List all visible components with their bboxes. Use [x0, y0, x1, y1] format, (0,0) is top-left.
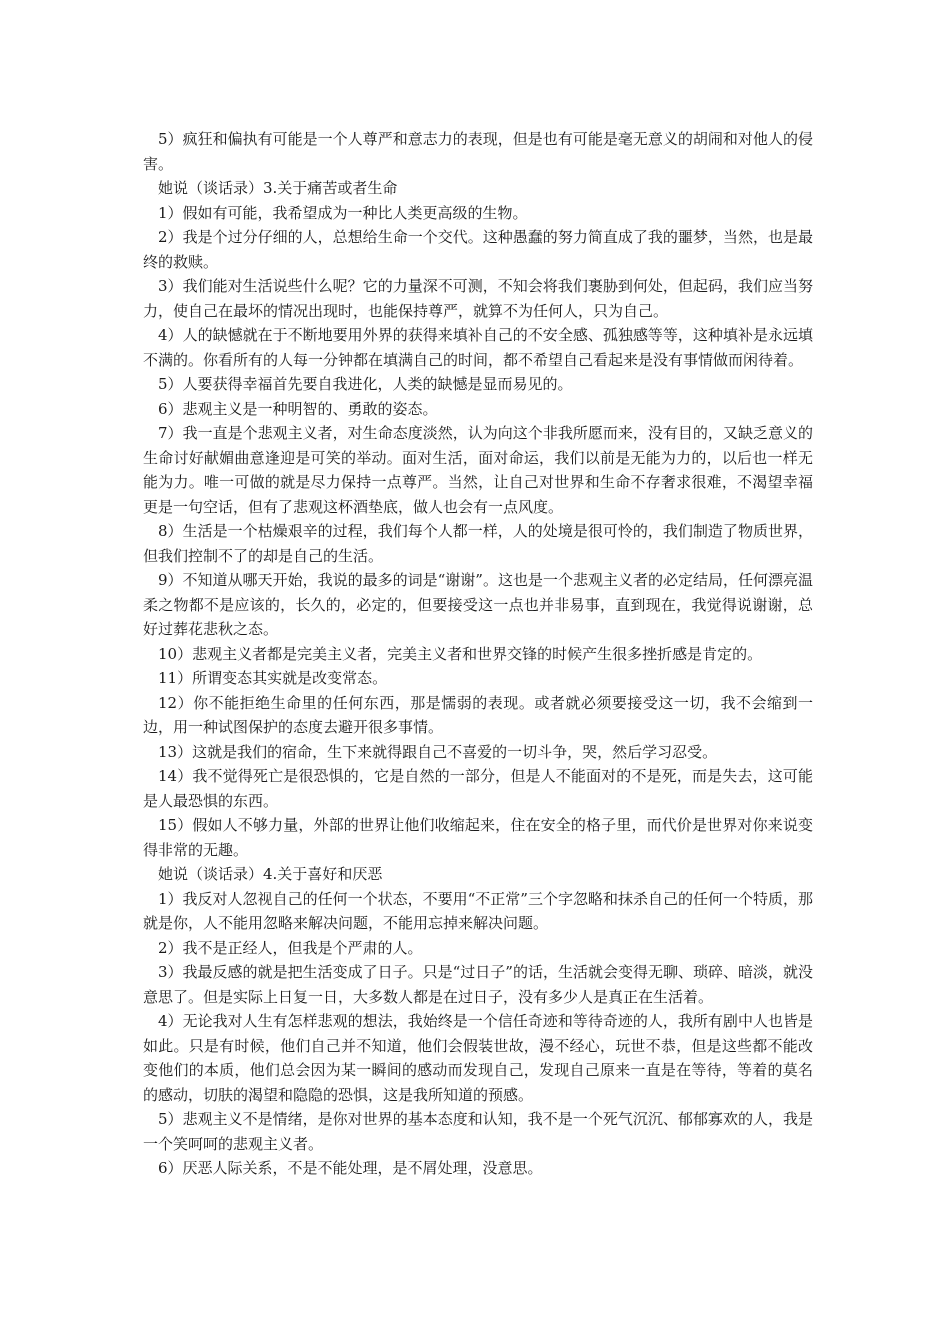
section-heading-likes-dislikes: 她说（谈话录）4.关于喜好和厌恶 [158, 865, 383, 883]
paragraph: 4）人的缺憾就在于不断地要用外界的获得来填补自己的不安全感、孤独感等等，这种填补是永远填不满的。你看所有的人每一分钟都在填满自己的时间，都不希望自己看起来是没有事情做而闲待着。 [143, 326, 813, 369]
paragraph: 9）不知道从哪天开始，我说的最多的词是“谢谢”。这也是一个悲观主义者的必定结局，任何漂亮温柔之物都不是应该的，长久的，必定的，但要接受这一点也并非易事，直到现在，我觉得说谢谢，总好过葬花悲秋之态。 [143, 571, 813, 638]
paragraph: 1）假如有可能，我希望成为一种比人类更高级的生物。 [158, 203, 528, 222]
paragraph: 10）悲观主义者都是完美主义者，完美主义者和世界交锋的时候产生很多挫折感是肯定的。 [158, 644, 763, 663]
document-body [143, 127, 813, 1181]
paragraph: 2）我是个过分仔细的人，总想给生命一个交代。这种愚蠢的努力简直成了我的噩梦，当然，也是最终的救赎。 [143, 228, 813, 271]
paragraph: 2）我不是正经人，但我是个严肃的人。 [158, 938, 423, 957]
paragraph: 14）我不觉得死亡是很恐惧的，它是自然的一部分，但是人不能面对的不是死，而是失去，这可能是人最恐惧的东西。 [143, 767, 813, 810]
paragraph: 5）人要获得幸福首先要自我进化，人类的缺憾是显而易见的。 [158, 375, 573, 393]
paragraph: 12）你不能拒绝生命里的任何东西，那是懦弱的表现。或者就必须要接受这一切，我不会缩到一边，用一种试图保护的态度去避开很多事情。 [143, 693, 813, 736]
paragraph: 7）我一直是个悲观主义者，对生命态度淡然，认为向这个非我所愿而来，没有目的，又缺乏意义的生命讨好献媚曲意逢迎是可笑的举动。面对生活，面对命运，我们以前是无能为力的，以后也一样无能为力。唯一可做的就是尽力保持一点尊严。当然，让自己对世界和生命不存奢求很难，不渴望幸福更是一句空话，但有了悲观这杯酒垫底，做人也会有一点风度。 [143, 424, 813, 516]
paragraph: 6）厌恶人际关系，不是不能处理，是不屑处理，没意思。 [158, 1159, 543, 1177]
paragraph: 4）无论我对人生有怎样悲观的想法，我始终是一个信任奇迹和等待奇迹的人，我所有剧中人也皆是如此。只是有时候，他们自己并不知道，他们会假装世故，漫不经心，玩世不恭，但是这些都不能改变他们的本质，他们总会因为某一瞬间的感动而发现自己，发现自己原来一直是在等待，等着的莫名的感动，切肤的渴望和隐隐的恐惧，这是我所知道的预感。 [143, 1012, 813, 1104]
paragraph: 1）我反对人忽视自己的任何一个状态，不要用“不正常”三个字忽略和抹杀自己的任何一个特质，那就是你，人不能用忽略来解决问题，不能用忘掉来解决问题。 [143, 889, 813, 932]
paragraph: 3）我们能对生活说些什么呢？它的力量深不可测，不知会将我们裹胁到何处，但起码，我们应当努力，使自己在最坏的情况出现时，也能保持尊严，就算不为任何人，只为自己。 [143, 277, 813, 320]
paragraph: 5）悲观主义不是情绪，是你对世界的基本态度和认知，我不是一个死气沉沉、郁郁寡欢的人，我是一个笑呵呵的悲观主义者。 [143, 1110, 813, 1153]
paragraph: 6）悲观主义是一种明智的、勇敢的姿态。 [158, 399, 438, 418]
paragraph: 11）所谓变态其实就是改变常态。 [158, 669, 388, 687]
paragraph: 3）我最反感的就是把生活变成了日子。只是“过日子”的话，生活就会变得无聊、琐碎、暗淡，就没意思了。但是实际上日复一日，大多数人都是在过日子，没有多少人是真正在生活着。 [143, 963, 813, 1006]
paragraph: 8）生活是一个枯燥艰辛的过程，我们每个人都一样，人的处境是很可怜的，我们制造了物质世界，但我们控制不了的却是自己的生活。 [143, 522, 813, 565]
section-heading-pain-life: 她说（谈话录）3.关于痛苦或者生命 [158, 179, 398, 197]
paragraph: 15）假如人不够力量，外部的世界让他们收缩起来，住在安全的格子里，而代价是世界对你来说变得非常的无趣。 [143, 816, 813, 859]
paragraph: 13）这就是我们的宿命，生下来就得跟自己不喜爱的一切斗争，哭，然后学习忍受。 [158, 742, 718, 761]
paragraph-madness: 5）疯狂和偏执有可能是一个人尊严和意志力的表现，但是也有可能是毫无意义的胡闹和对他人的侵害。 [143, 130, 813, 173]
